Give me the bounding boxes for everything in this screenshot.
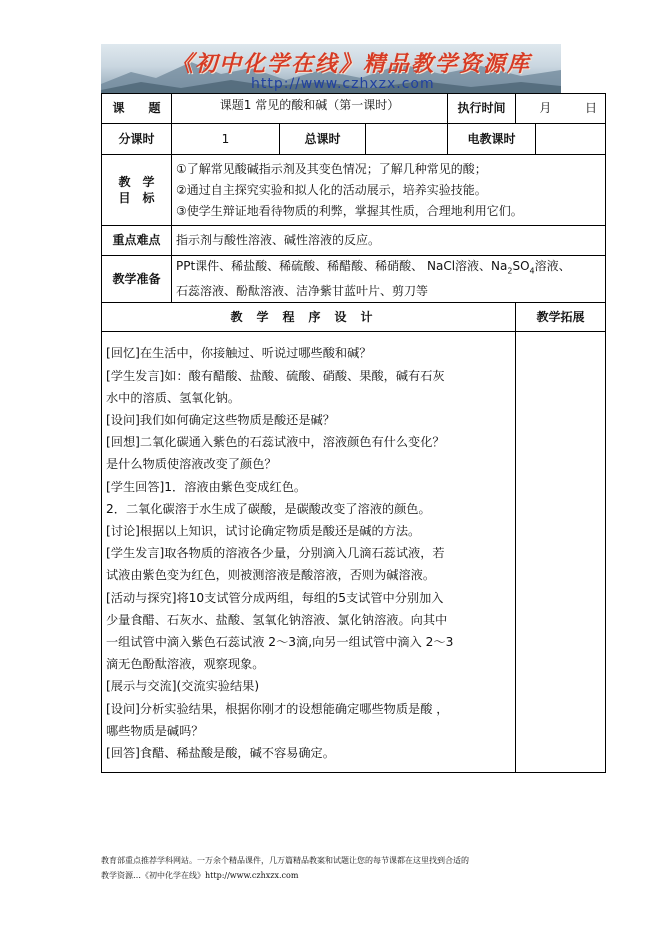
- procedure-line: [回忆]在生活中，你接触过、听说过哪些酸和碱？: [106, 346, 372, 361]
- row-prep: [102, 256, 606, 303]
- objective-item: ③使学生辩证地看待物质的利弊，掌握其性质，合理地利用它们。: [176, 203, 523, 218]
- page-footer: [101, 853, 571, 883]
- row-period: [102, 124, 606, 155]
- procedure-line: 滴无色酚酞溶液，观察现象。: [106, 657, 265, 672]
- objectives-content: [172, 155, 606, 226]
- procedure-header: 教学程序设计: [102, 303, 516, 332]
- prep-line-2: 石蕊溶液、酚酞溶液、洁净紫甘蓝叶片、剪刀等: [176, 284, 429, 299]
- time-label: 执行时间: [448, 94, 516, 124]
- banner-title: 《初中化学在线》精品教学资源库: [171, 51, 532, 77]
- ebook-period-label: 电教课时: [448, 124, 536, 155]
- procedure-line: [回想]二氧化碳通入紫色的石蕊试液中，溶液颜色有什么变化？: [106, 435, 445, 450]
- objectives-label-line1: 教 学: [118, 174, 155, 189]
- objectives-label-line2: 目 标: [118, 191, 155, 205]
- keypoints-label: 重点难点: [102, 226, 172, 256]
- footer-url[interactable]: http://www.czhxzx.com: [205, 871, 299, 880]
- procedure-line: [回答]食醋、稀盐酸是酸，碱不容易确定。: [106, 746, 335, 761]
- total-period-label: 总课时: [280, 124, 366, 155]
- topic-value: 课题1 常见的酸和碱（第一课时）: [172, 94, 448, 124]
- prep-line-1: [176, 256, 605, 281]
- footer-line-1: 教育部重点推荐学科网站。一万余个精品课件，几万篇精品教案和试题让您的每节课都在这里找到合适的: [101, 856, 469, 865]
- footer-site-name: 教学资源…《初中化学在线》: [101, 871, 205, 880]
- ebook-period-value: [536, 124, 606, 155]
- date-cell: [516, 94, 606, 124]
- footer-line-2: [101, 868, 571, 883]
- prep-subscript-2: 2: [507, 266, 513, 276]
- prep-text-a: PPt课件、稀盐酸、稀硫酸、稀醋酸、稀硝酸、 NaCl溶液、Na: [176, 259, 508, 273]
- procedure-line: 少量食醋、石灰水、盐酸、氢氧化钠溶液、氯化钠溶液。向其中: [106, 612, 448, 627]
- day-label: 日: [585, 101, 598, 116]
- banner-url[interactable]: http://www.czhxzx.com: [251, 76, 435, 92]
- procedure-line: 是什么物质使溶液改变了颜色？: [106, 457, 277, 472]
- extension-content: [516, 332, 606, 773]
- prep-text-b: SO: [512, 259, 530, 273]
- prep-subscript-4: 4: [529, 266, 535, 276]
- procedure-content: [102, 332, 516, 773]
- topic-label: 课 题: [102, 94, 172, 124]
- lesson-plan-table: [101, 93, 606, 773]
- procedure-line: [学生发言]取各物质的溶液各少量，分别滴入几滴石蕊试液，若: [106, 546, 445, 561]
- procedure-line: [学生回答]1．溶液由紫色变成红色。: [106, 479, 307, 494]
- prep-text-c: 溶液、: [534, 259, 571, 273]
- row-keypoints: [102, 226, 606, 256]
- procedure-line: [讨论]根据以上知识，试讨论确定物质是酸还是碱的方法。: [106, 524, 421, 539]
- procedure-line: [活动与探究]将10支试管分成两组，每组的5支试管中分别加入: [106, 590, 444, 605]
- total-period-value: [366, 124, 448, 155]
- procedure-line: 2．二氧化碳溶于水生成了碳酸，是碳酸改变了溶液的颜色。: [106, 501, 431, 516]
- objective-item: ①了解常见酸碱指示剂及其变色情况；了解几种常见的酸；: [176, 161, 487, 176]
- prep-content: [172, 256, 606, 303]
- row-topic: [102, 94, 606, 124]
- objectives-label: [102, 155, 172, 226]
- row-objectives: [102, 155, 606, 226]
- site-banner: [101, 44, 561, 94]
- keypoints-text: 指示剂与酸性溶液、碱性溶液的反应。: [172, 226, 606, 256]
- procedure-line: 试液由紫色变为红色，则被测溶液是酸溶液，否则为碱溶液。: [106, 568, 436, 583]
- procedure-line: 哪些物质是碱吗？: [106, 723, 204, 738]
- month-label: 月: [539, 101, 552, 116]
- period-value: 1: [172, 124, 280, 155]
- procedure-line: [设问]分析实验结果，根据你刚才的设想能确定哪些物质是酸 ，: [106, 701, 449, 716]
- extension-header: 教学拓展: [516, 303, 606, 332]
- objective-item: ②通过自主探究实验和拟人化的活动展示，培养实验技能。: [176, 182, 487, 197]
- procedure-line: [设问]我们如何确定这些物质是酸还是碱？: [106, 413, 335, 427]
- row-procedure-header: [102, 303, 606, 332]
- procedure-line: 水中的溶质、氢氧化钠。: [106, 390, 241, 405]
- procedure-line: [展示与交流](交流实验结果): [106, 679, 260, 694]
- prep-label: 教学准备: [102, 256, 172, 303]
- procedure-line: 一组试管中滴入紫色石蕊试液 2～3滴,向另一组试管中滴入 2～3: [106, 635, 454, 650]
- row-procedure-body: [102, 332, 606, 773]
- period-label: 分课时: [102, 124, 172, 155]
- procedure-line: [学生发言]如：酸有醋酸、盐酸、硫酸、硝酸、果酸，碱有石灰: [106, 368, 445, 383]
